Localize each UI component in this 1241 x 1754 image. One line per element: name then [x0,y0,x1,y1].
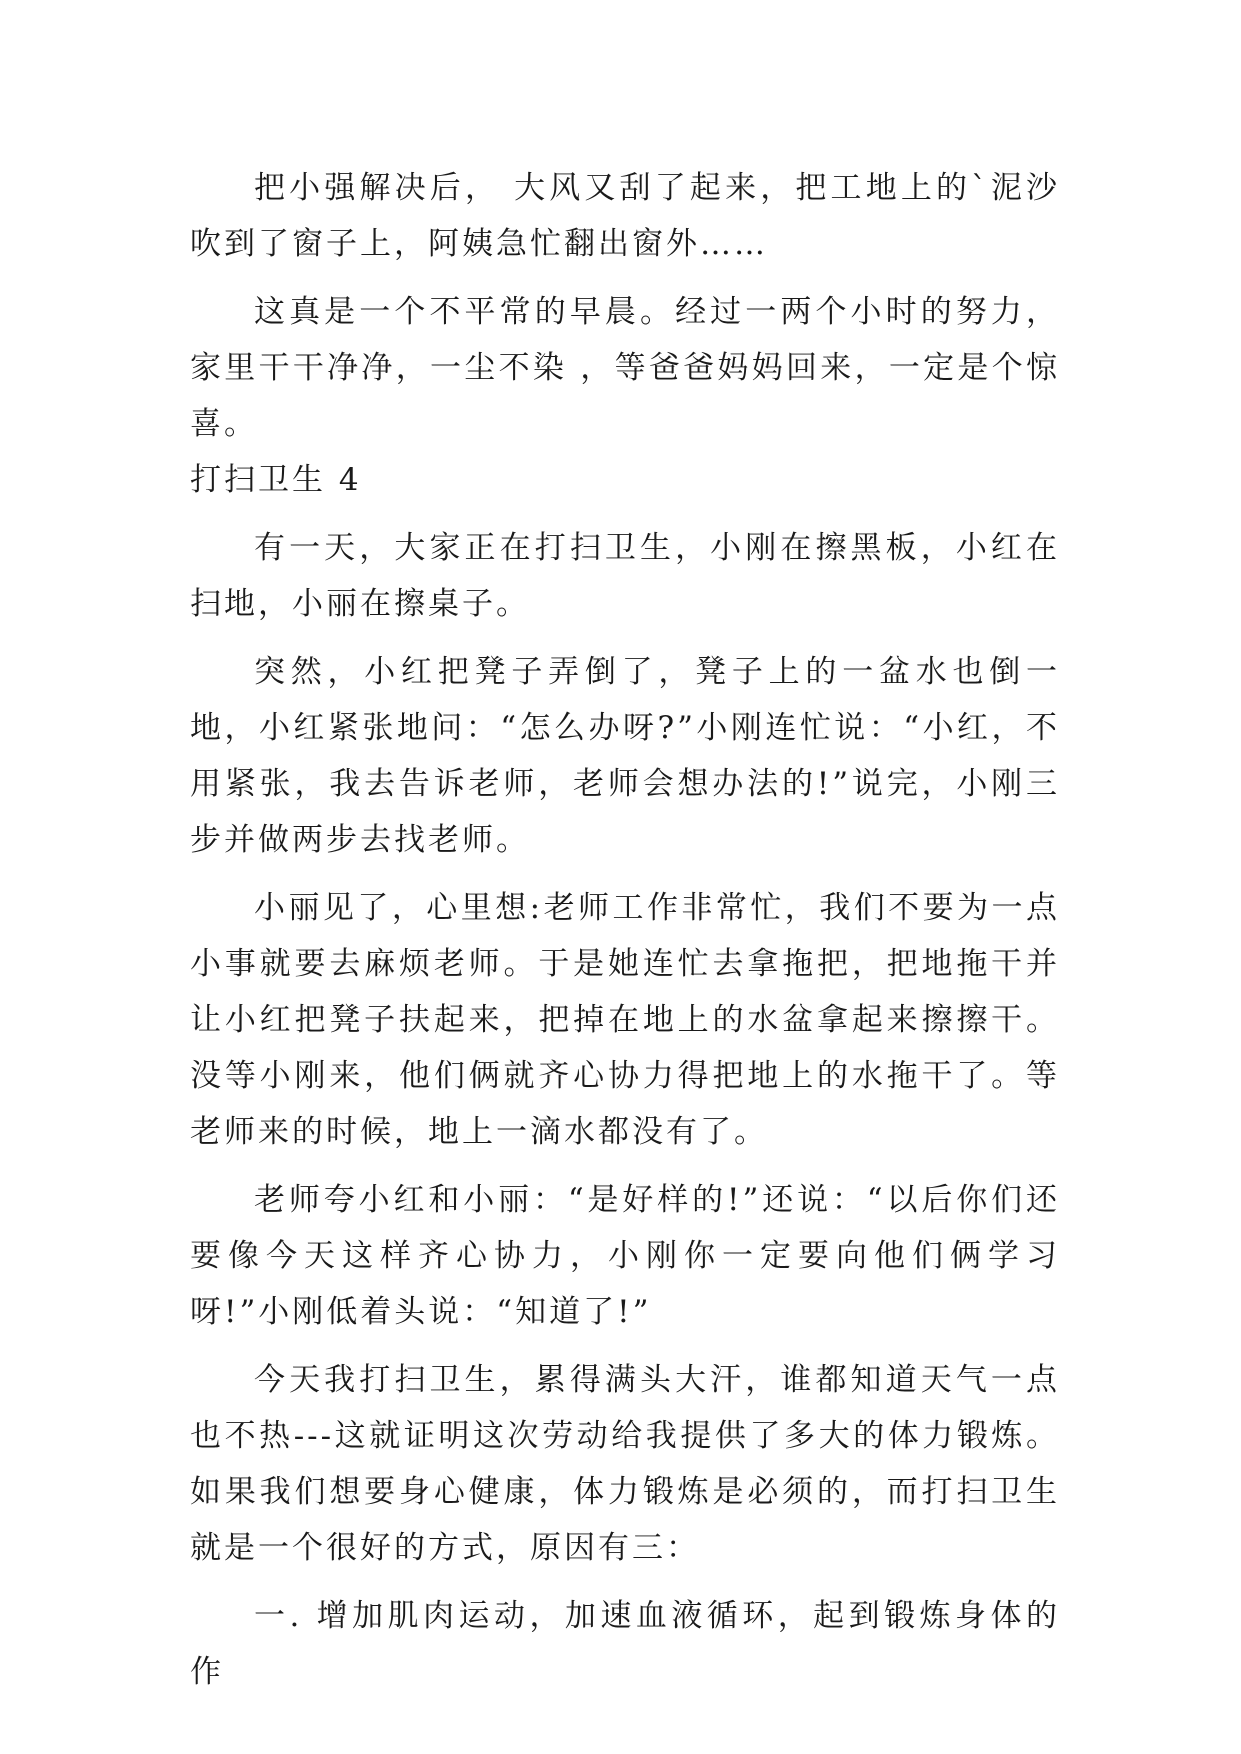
paragraph: 老师夸小红和小丽：“是好样的!”还说：“以后你们还要像今天这样齐心协力，小刚你一定要向他们俩学习呀!”小刚低着头说：“知道了!” [190,1182,1060,1330]
paragraph: 小丽见了，心里想:老师工作非常忙，我们不要为一点小事就要去麻烦老师。于是她连忙去拿拖把，把地拖干并让小红把凳子扶起来，把掉在地上的水盆拿起来擦擦干。没等小刚来，他们俩就齐心协力得把地上的水拖干了。等老师来的时候，地上一滴水都没有了。 [190,890,1060,1150]
paragraph: 突然，小红把凳子弄倒了，凳子上的一盆水也倒一地，小红紧张地问：“怎么办呀?”小刚连忙说：“小红，不用紧张，我去告诉老师，老师会想办法的!”说完，小刚三步并做两步去找老师。 [190,654,1060,858]
paragraph: 有一天，大家正在打扫卫生，小刚在擦黑板，小红在扫地，小丽在擦桌子。 [190,530,1060,622]
document-body [190,160,1060,1712]
paragraph: 把小强解决后， 大风又刮了起来，把工地上的`泥沙吹到了窗子上，阿姨急忙翻出窗外…… [190,170,1060,262]
paragraph: 今天我打扫卫生，累得满头大汗，谁都知道天气一点也不热---这就证明这次劳动给我提供了多大的体力锻炼。如果我们想要身心健康，体力锻炼是必须的，而打扫卫生就是一个很好的方式，原因有三： [190,1362,1060,1566]
section-title: 打扫卫生 4 [190,462,362,498]
paragraph: 一. 增加肌肉运动，加速血液循环，起到锻炼身体的作 [190,1598,1060,1690]
paragraph: 这真是一个不平常的早晨。经过一两个小时的努力，家里干干净净，一尘不染 ，等爸爸妈妈回来，一定是个惊喜。 [190,294,1060,442]
